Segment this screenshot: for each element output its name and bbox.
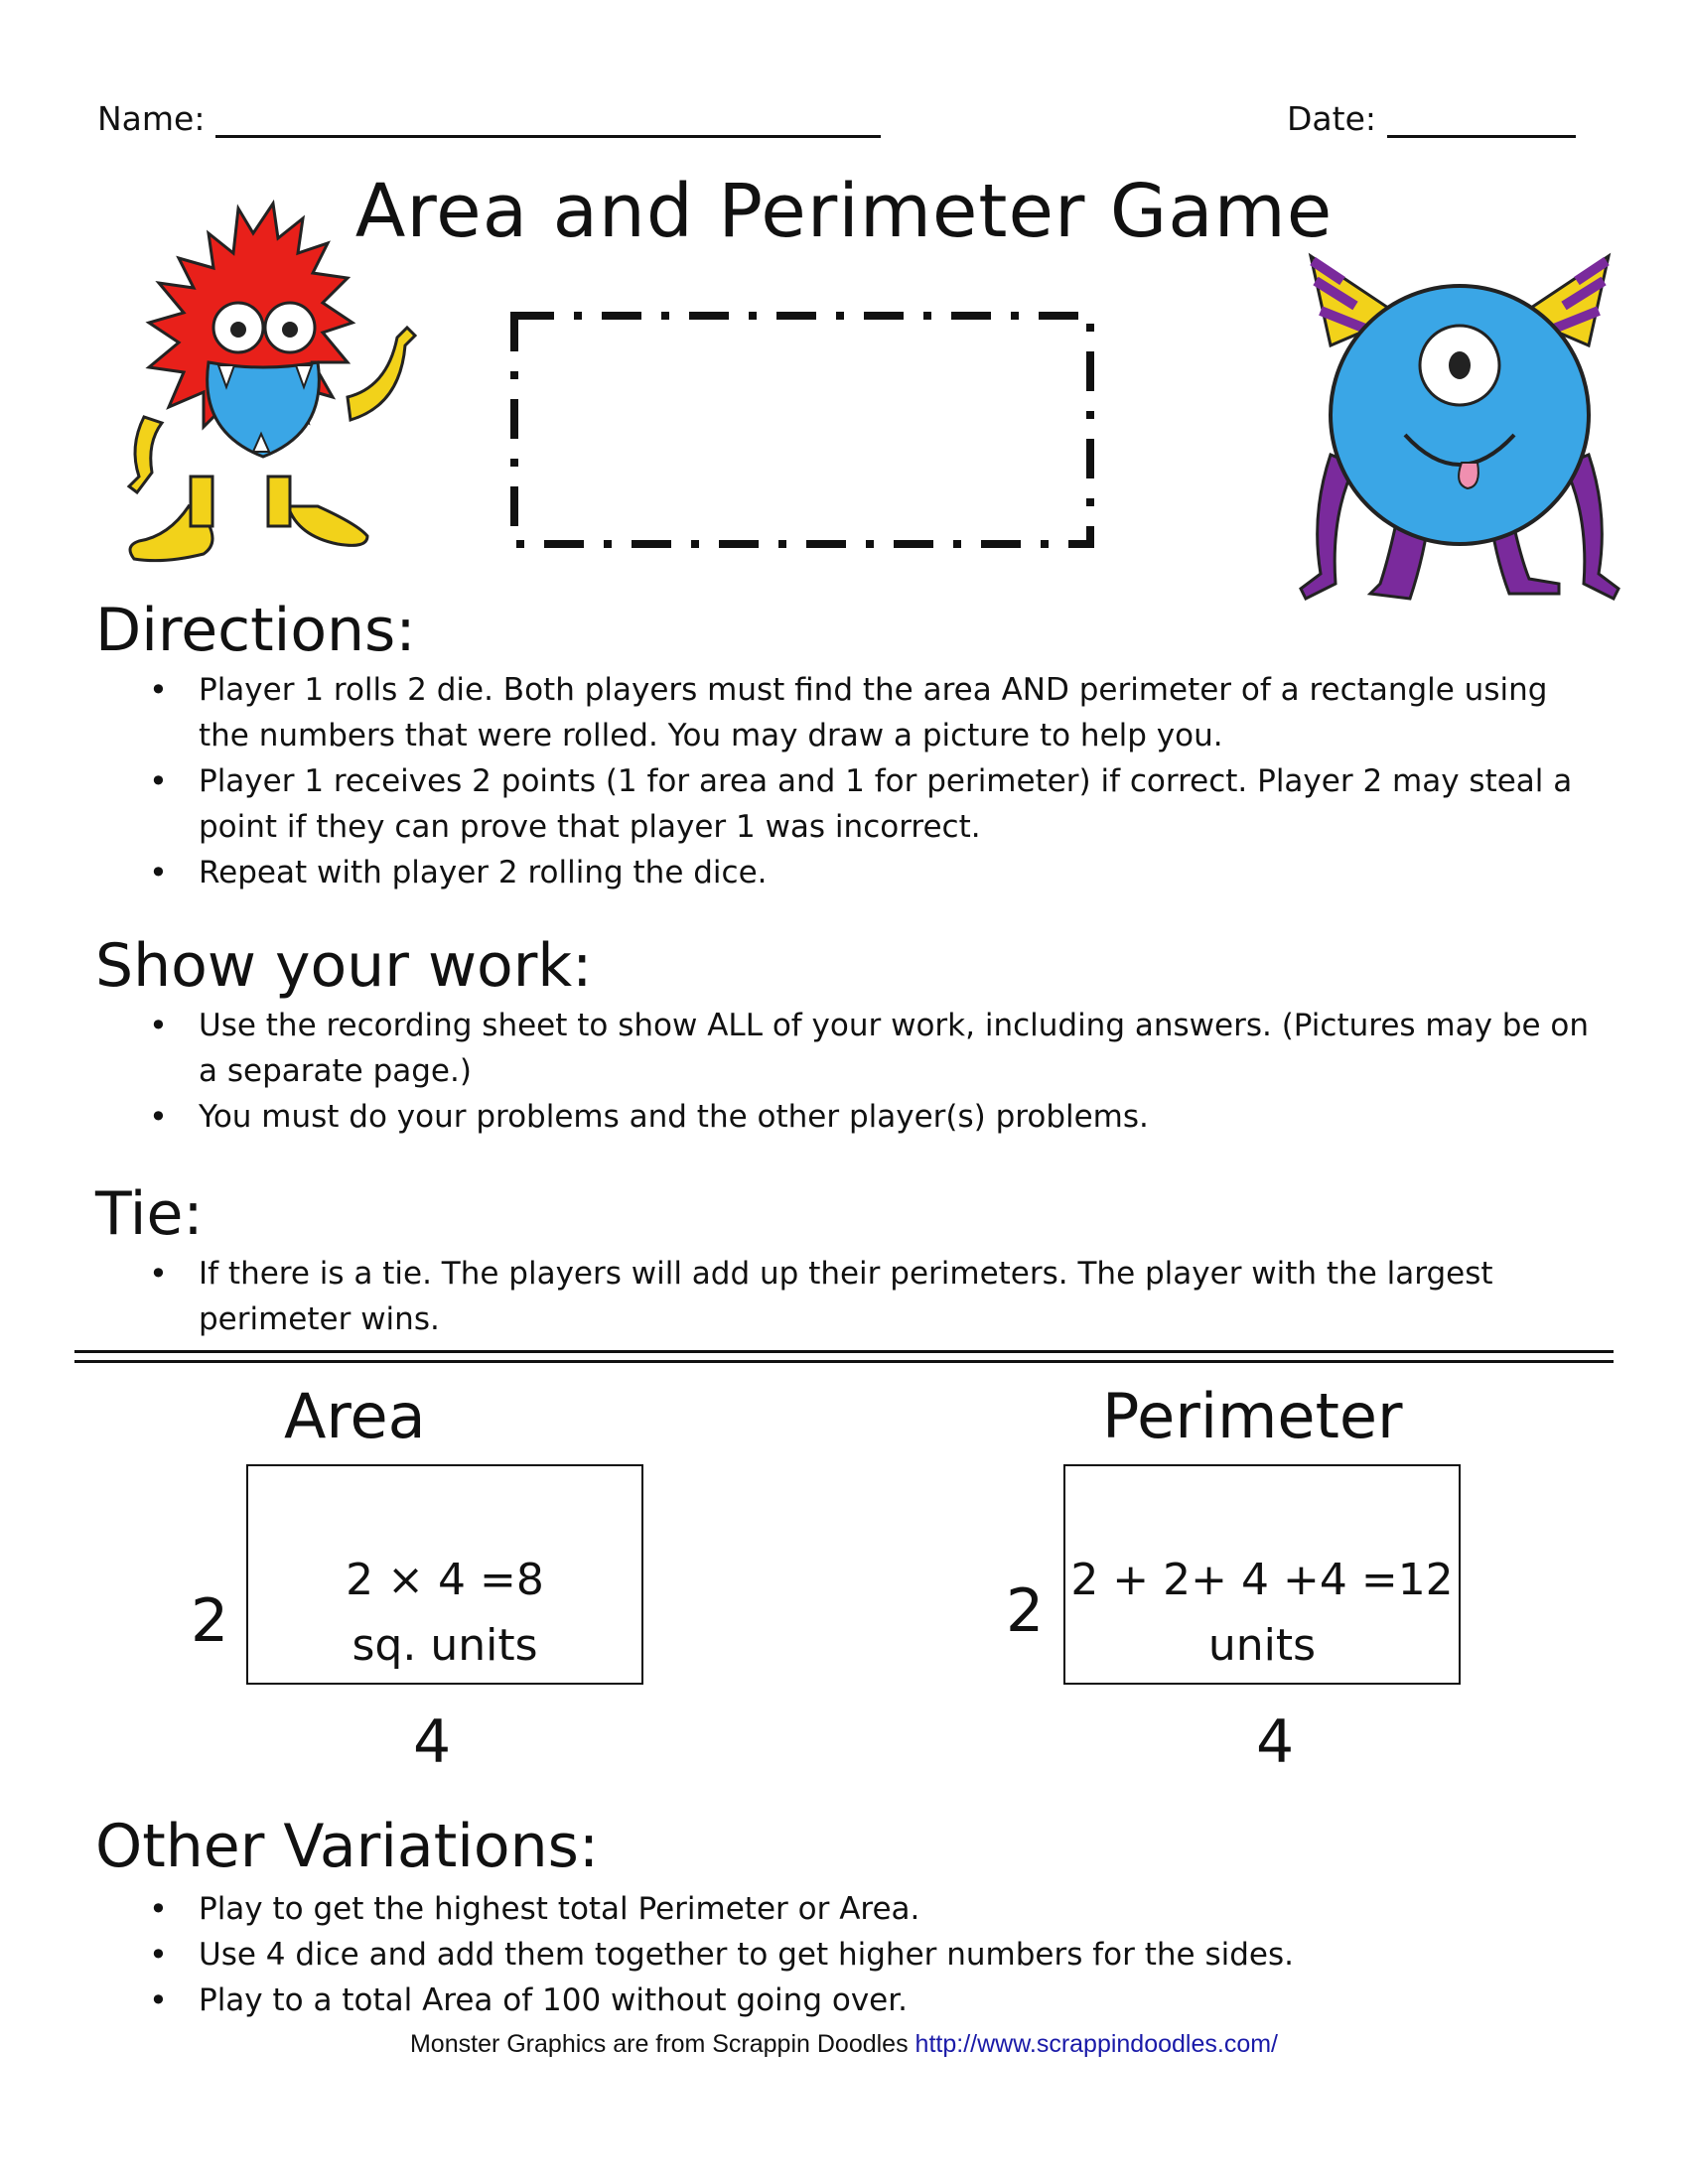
list-item: • Play to a total Area of 100 without going over.: [149, 1978, 1599, 2023]
variations-list: [149, 1886, 1599, 2023]
date-line: [1387, 101, 1576, 138]
perimeter-label: Perimeter: [1102, 1380, 1403, 1452]
credit-link[interactable]: http://www.scrappindoodles.com/: [914, 2030, 1279, 2058]
variations-heading: Other Variations:: [95, 1812, 600, 1881]
area-label: Area: [284, 1380, 426, 1452]
list-item: • You must do your problems and the other player(s) problems.: [149, 1094, 1599, 1140]
area-equation: 2 × 4 =8: [346, 1555, 544, 1605]
list-item: • Player 1 receives 2 points (1 for area and 1 for perimeter) if correct. Player 2 may steal a point if they can prove that player 1 was incorrect.: [149, 758, 1599, 850]
perimeter-bottom-length: 4: [1256, 1707, 1295, 1777]
name-label: Name:: [97, 99, 206, 138]
tie-list: [149, 1251, 1599, 1342]
show-work-list: [149, 1003, 1599, 1140]
credit-line: [0, 2030, 1688, 2059]
page-title: Area and Perimeter Game: [354, 169, 1334, 254]
date-field: [1287, 99, 1576, 138]
perimeter-example-box: [1063, 1464, 1461, 1685]
directions-list: [149, 667, 1599, 895]
red-monster-icon: [119, 199, 437, 566]
name-field: [97, 99, 881, 138]
perimeter-side-length: 2: [1006, 1576, 1045, 1646]
credit-text: Monster Graphics are from Scrappin Doodles: [409, 2030, 909, 2058]
name-line: [215, 101, 881, 138]
dashed-rectangle-icon: [506, 308, 1102, 556]
area-example-box: [246, 1464, 643, 1685]
area-side-length: 2: [191, 1586, 229, 1656]
list-item: • Use the recording sheet to show ALL of your work, including answers. (Pictures may be on a separate page.): [149, 1003, 1599, 1094]
list-item: • Player 1 rolls 2 die. Both players must find the area AND perimeter of a rectangle using the numbers that were rolled. You may draw a picture to help you.: [149, 667, 1599, 758]
area-units: sq. units: [352, 1620, 538, 1671]
date-label: Date:: [1287, 99, 1376, 138]
perimeter-units: units: [1207, 1620, 1317, 1671]
perimeter-equation: 2 + 2+ 4 +4 =12: [1070, 1555, 1454, 1605]
blue-monster-icon: [1291, 226, 1628, 614]
list-item: • Play to get the highest total Perimeter or Area.: [149, 1886, 1599, 1932]
list-item: • Use 4 dice and add them together to get higher numbers for the sides.: [149, 1932, 1599, 1978]
show-work-heading: Show your work:: [95, 931, 593, 1001]
list-item: • If there is a tie. The players will add up their perimeters. The player with the largest perimeter wins.: [149, 1251, 1599, 1342]
directions-heading: Directions:: [95, 596, 416, 665]
area-bottom-length: 4: [413, 1707, 452, 1777]
list-item: • Repeat with player 2 rolling the dice.: [149, 850, 1599, 895]
tie-heading: Tie:: [95, 1179, 204, 1249]
divider: [74, 1360, 1614, 1363]
divider: [74, 1350, 1614, 1353]
